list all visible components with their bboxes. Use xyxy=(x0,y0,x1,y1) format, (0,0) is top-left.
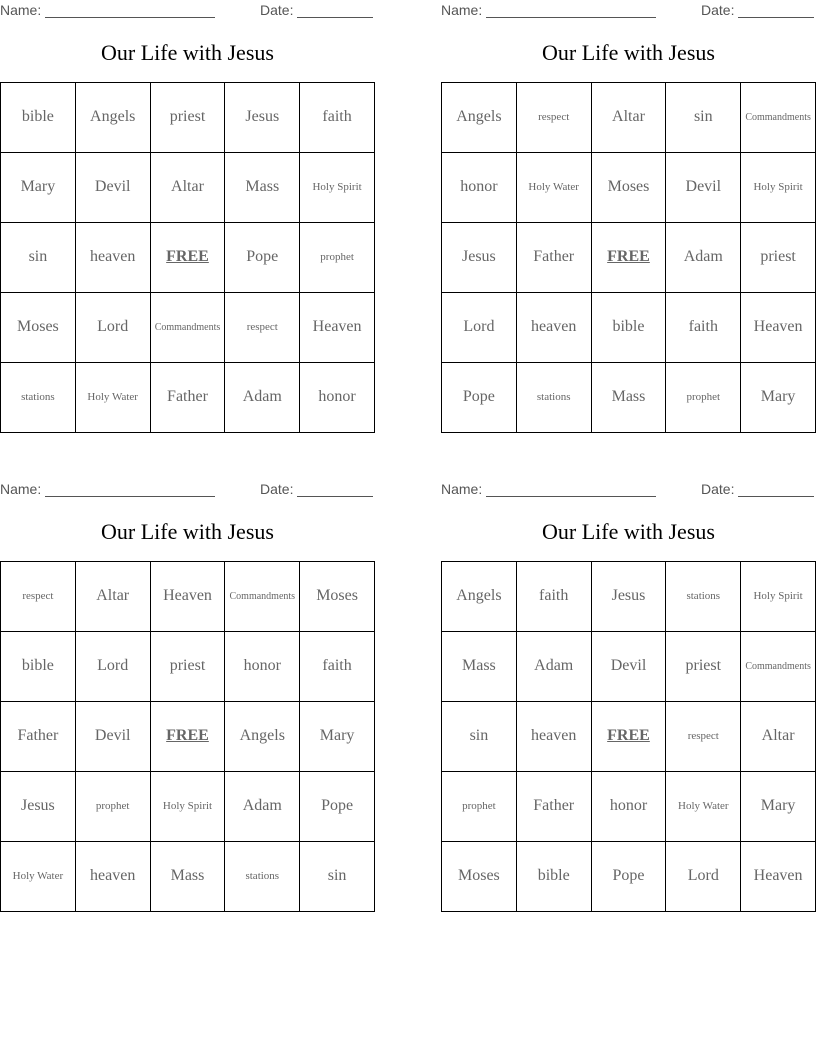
bingo-cell[interactable]: respect xyxy=(1,562,76,632)
name-label: Name: xyxy=(0,481,42,497)
bingo-cell[interactable]: priest xyxy=(151,632,226,702)
bingo-cell[interactable]: Pope xyxy=(592,842,667,912)
bingo-cell[interactable]: prophet xyxy=(300,223,375,293)
bingo-cell[interactable]: Heaven xyxy=(741,293,816,363)
name-blank-line[interactable] xyxy=(486,4,656,18)
date-blank-line[interactable] xyxy=(738,483,814,497)
bingo-cell[interactable]: Mary xyxy=(300,702,375,772)
bingo-cell[interactable]: Father xyxy=(151,363,226,433)
bingo-cell[interactable]: bible xyxy=(1,83,76,153)
bingo-cell[interactable]: Mary xyxy=(1,153,76,223)
free-space-cell[interactable]: FREE xyxy=(151,223,226,293)
bingo-cell[interactable]: honor xyxy=(442,153,517,223)
bingo-cell[interactable]: Devil xyxy=(76,153,151,223)
date-field[interactable] xyxy=(701,2,814,18)
bingo-cell[interactable]: heaven xyxy=(76,223,151,293)
bingo-cell[interactable]: Lord xyxy=(442,293,517,363)
bingo-cell[interactable]: Heaven xyxy=(300,293,375,363)
bingo-card-2 xyxy=(441,0,816,440)
bingo-cell[interactable]: stations xyxy=(666,562,741,632)
card-title: Our Life with Jesus xyxy=(101,519,274,544)
bingo-cell[interactable]: Mass xyxy=(151,842,226,912)
bingo-cell[interactable]: Jesus xyxy=(1,772,76,842)
bingo-cell[interactable]: respect xyxy=(517,83,592,153)
name-label: Name: xyxy=(0,2,42,18)
header-row xyxy=(441,481,816,499)
date-label: Date: xyxy=(701,2,735,18)
bingo-cell[interactable]: Pope xyxy=(300,772,375,842)
bingo-cell[interactable]: Adam xyxy=(517,632,592,702)
bingo-cell[interactable]: Pope xyxy=(442,363,517,433)
name-blank-line[interactable] xyxy=(45,483,215,497)
bingo-cell[interactable]: Altar xyxy=(76,562,151,632)
bingo-cell[interactable]: honor xyxy=(225,632,300,702)
bingo-cell[interactable]: Jesus xyxy=(592,562,667,632)
date-label: Date: xyxy=(701,481,735,497)
bingo-card-4 xyxy=(441,479,816,919)
date-field[interactable] xyxy=(701,481,814,497)
bingo-cell[interactable]: Angels xyxy=(442,562,517,632)
bingo-cell[interactable]: Devil xyxy=(76,702,151,772)
bingo-cell[interactable]: Mass xyxy=(442,632,517,702)
bingo-cell[interactable]: Heaven xyxy=(151,562,226,632)
bingo-cell[interactable]: prophet xyxy=(76,772,151,842)
bingo-cell[interactable]: bible xyxy=(1,632,76,702)
bingo-cell[interactable]: Lord xyxy=(76,293,151,363)
bingo-cell[interactable]: Angels xyxy=(442,83,517,153)
bingo-cell[interactable]: Angels xyxy=(225,702,300,772)
bingo-cell[interactable]: Altar xyxy=(741,702,816,772)
bingo-cell[interactable]: Adam xyxy=(225,363,300,433)
bingo-cell[interactable]: prophet xyxy=(442,772,517,842)
free-space-cell[interactable]: FREE xyxy=(151,702,226,772)
bingo-cell[interactable]: Holy Spirit xyxy=(151,772,226,842)
bingo-cell[interactable]: Father xyxy=(1,702,76,772)
bingo-cell[interactable]: respect xyxy=(666,702,741,772)
bingo-cell[interactable]: Holy Spirit xyxy=(300,153,375,223)
header-row xyxy=(0,481,375,499)
bingo-cell[interactable]: sin xyxy=(666,83,741,153)
bingo-cell[interactable]: faith xyxy=(666,293,741,363)
bingo-cell[interactable]: priest xyxy=(151,83,226,153)
name-blank-line[interactable] xyxy=(486,483,656,497)
bingo-cell[interactable]: stations xyxy=(225,842,300,912)
bingo-cell[interactable]: Holy Spirit xyxy=(741,562,816,632)
bingo-grid xyxy=(441,561,816,912)
name-field[interactable] xyxy=(0,2,215,18)
name-label: Name: xyxy=(441,481,483,497)
bingo-cell[interactable]: Lord xyxy=(76,632,151,702)
card-title: Our Life with Jesus xyxy=(101,40,274,65)
date-label: Date: xyxy=(260,2,294,18)
bingo-cell[interactable]: Angels xyxy=(76,83,151,153)
card-title: Our Life with Jesus xyxy=(542,519,715,544)
date-blank-line[interactable] xyxy=(297,4,373,18)
bingo-cell[interactable]: Moses xyxy=(592,153,667,223)
bingo-cell[interactable]: Mass xyxy=(592,363,667,433)
bingo-cell[interactable]: honor xyxy=(592,772,667,842)
bingo-cell[interactable]: Pope xyxy=(225,223,300,293)
bingo-cell[interactable]: respect xyxy=(225,293,300,363)
date-label: Date: xyxy=(260,481,294,497)
bingo-cell[interactable]: Commandments xyxy=(151,293,226,363)
bingo-cell[interactable]: heaven xyxy=(517,702,592,772)
date-field[interactable] xyxy=(260,2,373,18)
bingo-cell[interactable]: heaven xyxy=(76,842,151,912)
bingo-cell[interactable]: Adam xyxy=(225,772,300,842)
bingo-cell[interactable]: bible xyxy=(517,842,592,912)
bingo-cell[interactable]: Holy Water xyxy=(76,363,151,433)
name-blank-line[interactable] xyxy=(45,4,215,18)
bingo-cell[interactable]: Holy Spirit xyxy=(741,153,816,223)
bingo-cell[interactable]: Moses xyxy=(1,293,76,363)
bingo-card-1 xyxy=(0,0,375,440)
header-row xyxy=(0,2,375,20)
bingo-cell[interactable]: Jesus xyxy=(225,83,300,153)
name-field[interactable] xyxy=(441,2,656,18)
bingo-cell[interactable]: sin xyxy=(1,223,76,293)
free-space-cell[interactable]: FREE xyxy=(592,702,667,772)
bingo-grid xyxy=(0,82,375,433)
bingo-cell[interactable]: heaven xyxy=(517,293,592,363)
name-field[interactable] xyxy=(0,481,215,497)
bingo-cell[interactable]: Altar xyxy=(151,153,226,223)
bingo-cell[interactable]: Father xyxy=(517,223,592,293)
date-blank-line[interactable] xyxy=(297,483,373,497)
bingo-cell[interactable]: Holy Water xyxy=(517,153,592,223)
bingo-cell[interactable]: stations xyxy=(517,363,592,433)
date-field[interactable] xyxy=(260,481,373,497)
bingo-cell[interactable]: Commandments xyxy=(225,562,300,632)
bingo-cell[interactable]: stations xyxy=(1,363,76,433)
bingo-grid xyxy=(0,561,375,912)
bingo-cell[interactable]: Mary xyxy=(741,772,816,842)
bingo-cell[interactable]: Moses xyxy=(442,842,517,912)
name-label: Name: xyxy=(441,2,483,18)
bingo-cell[interactable]: Holy Water xyxy=(1,842,76,912)
bingo-cell[interactable]: faith xyxy=(517,562,592,632)
bingo-card-3 xyxy=(0,479,375,919)
bingo-cell[interactable]: Moses xyxy=(300,562,375,632)
bingo-cell[interactable]: Altar xyxy=(592,83,667,153)
bingo-cell[interactable]: Holy Water xyxy=(666,772,741,842)
free-space-cell[interactable]: FREE xyxy=(592,223,667,293)
bingo-cell[interactable]: Heaven xyxy=(741,842,816,912)
date-blank-line[interactable] xyxy=(738,4,814,18)
bingo-cell[interactable]: faith xyxy=(300,83,375,153)
card-title: Our Life with Jesus xyxy=(542,40,715,65)
bingo-cell[interactable]: honor xyxy=(300,363,375,433)
bingo-cell[interactable]: Devil xyxy=(592,632,667,702)
bingo-cell[interactable]: Commandments xyxy=(741,632,816,702)
bingo-cell[interactable]: prophet xyxy=(666,363,741,433)
bingo-cell[interactable]: priest xyxy=(666,632,741,702)
bingo-cell[interactable]: Mass xyxy=(225,153,300,223)
bingo-cell[interactable]: Adam xyxy=(666,223,741,293)
bingo-cell[interactable]: Mary xyxy=(741,363,816,433)
bingo-cell[interactable]: sin xyxy=(442,702,517,772)
bingo-grid xyxy=(441,82,816,433)
header-row xyxy=(441,2,816,20)
bingo-cell[interactable]: Jesus xyxy=(442,223,517,293)
bingo-cell[interactable]: Devil xyxy=(666,153,741,223)
bingo-cell[interactable]: Commandments xyxy=(741,83,816,153)
bingo-cell[interactable]: faith xyxy=(300,632,375,702)
name-field[interactable] xyxy=(441,481,656,497)
bingo-cell[interactable]: Lord xyxy=(666,842,741,912)
bingo-cell[interactable]: priest xyxy=(741,223,816,293)
bingo-cell[interactable]: Father xyxy=(517,772,592,842)
bingo-cell[interactable]: bible xyxy=(592,293,667,363)
bingo-cell[interactable]: sin xyxy=(300,842,375,912)
